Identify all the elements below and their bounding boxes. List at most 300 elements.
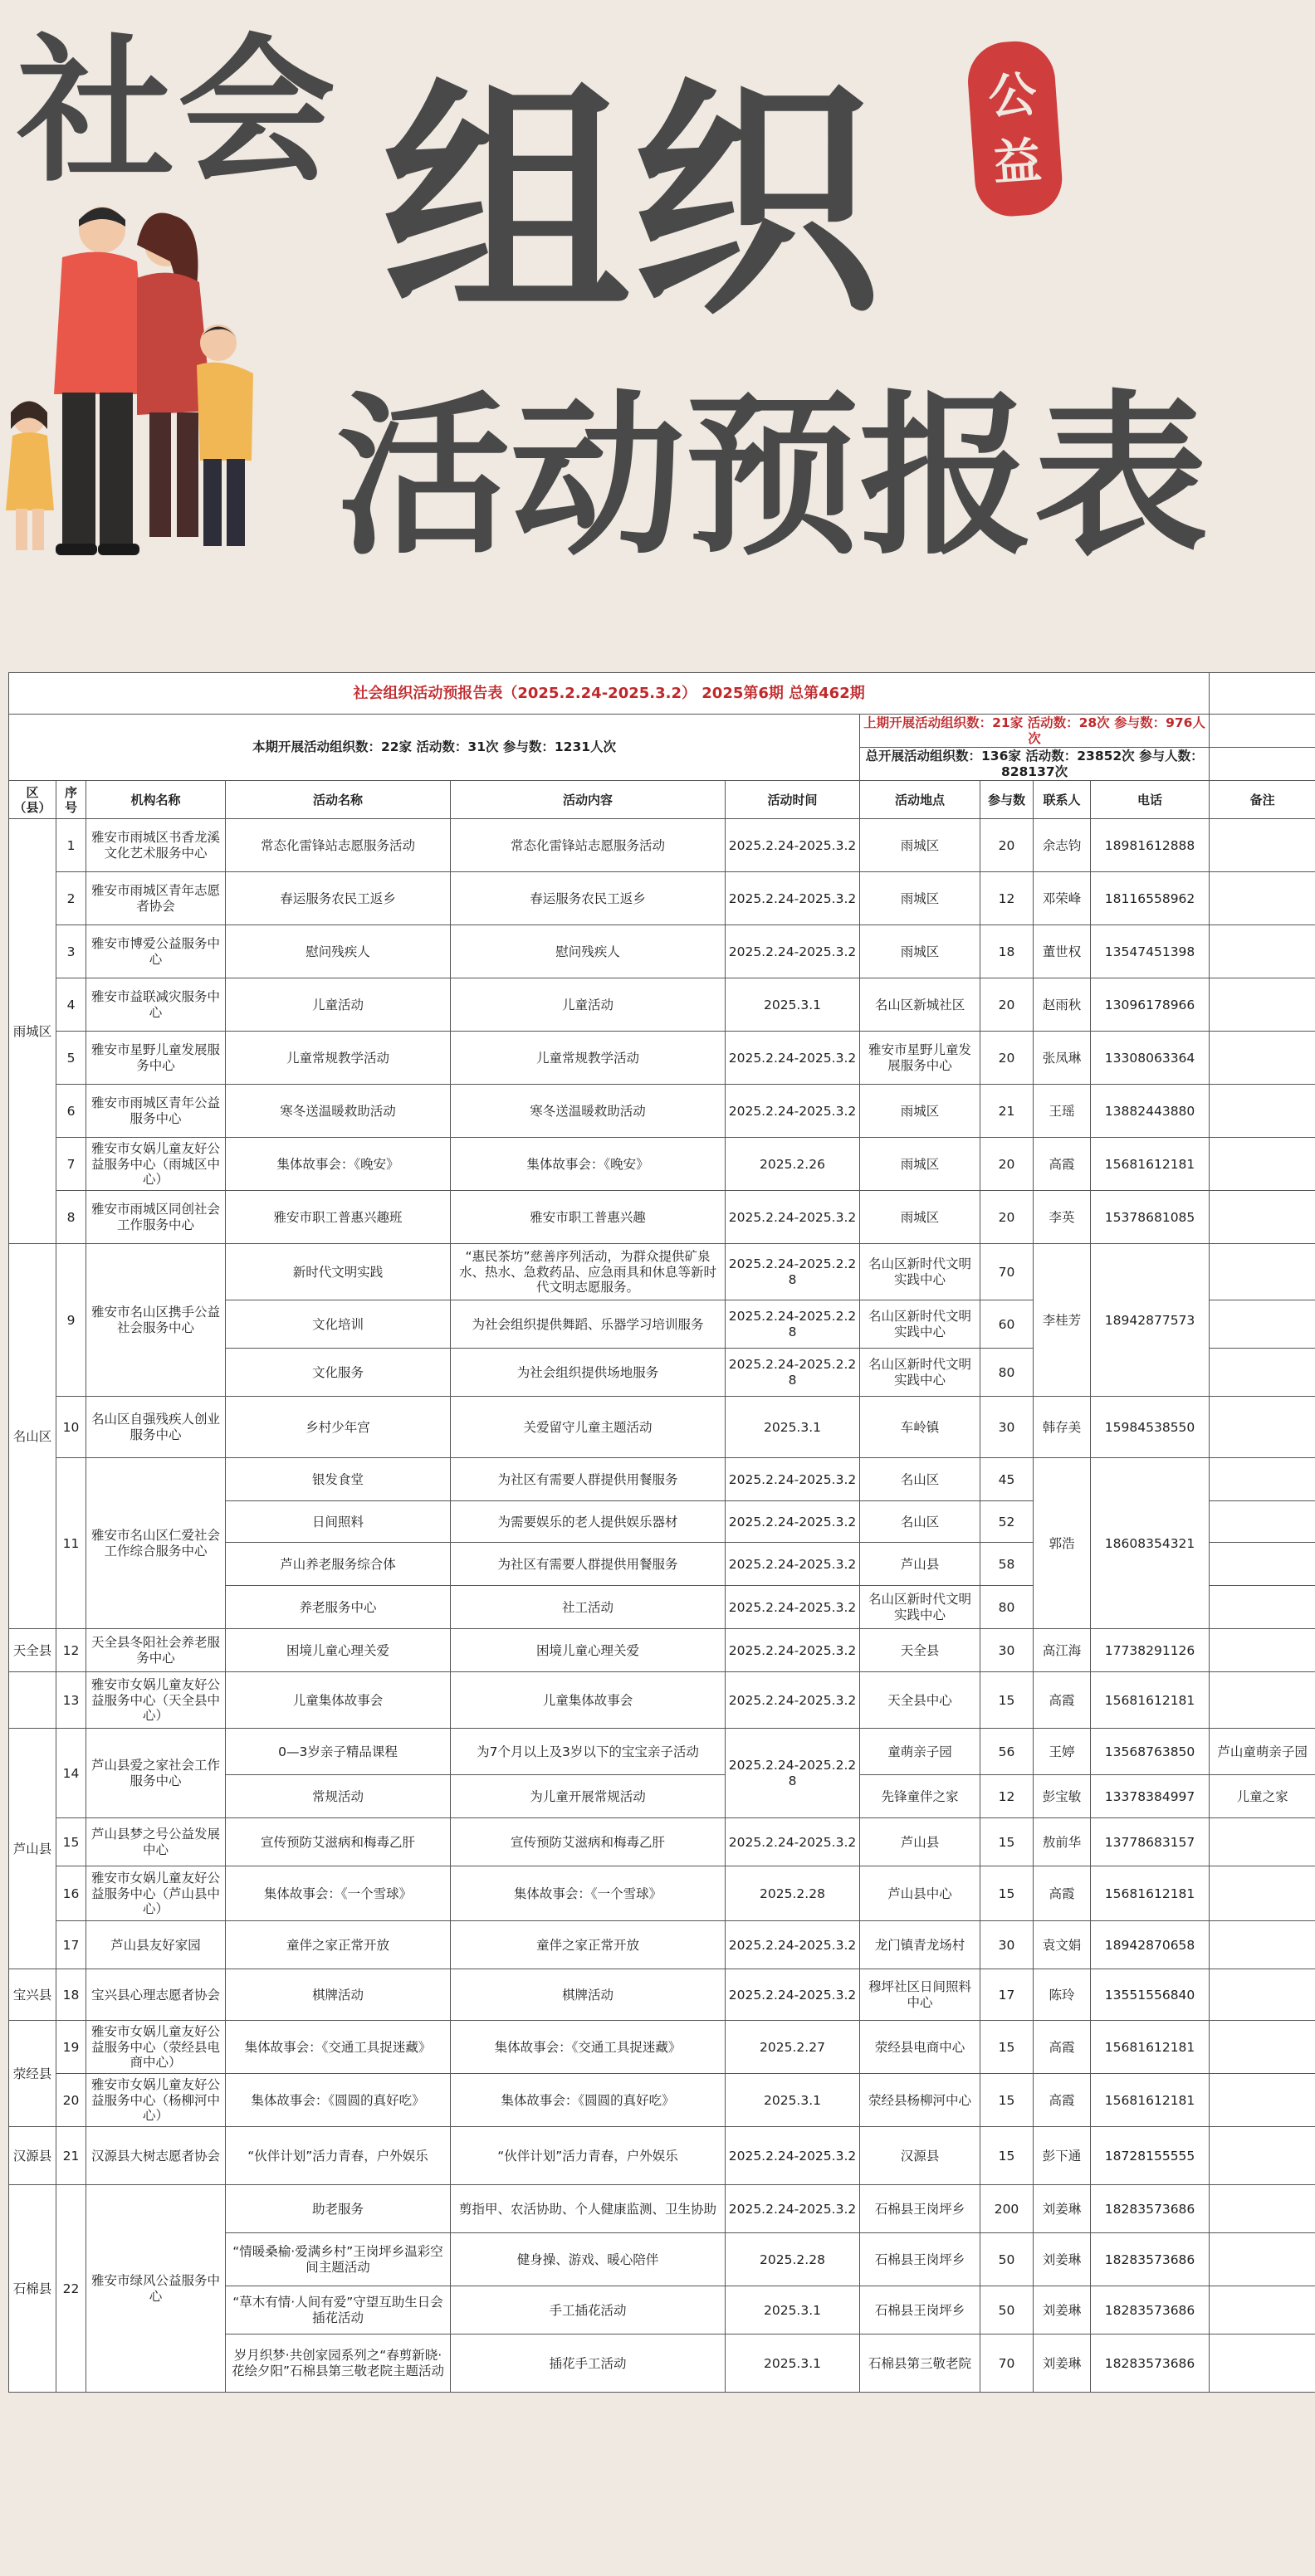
- remark-cell: [1210, 1085, 1315, 1138]
- count-cell: 15: [980, 1672, 1034, 1729]
- no-cell: 6: [56, 1085, 86, 1138]
- district-cell: 荥经县: [9, 2021, 56, 2127]
- org-cell: 雅安市益联减灾服务中心: [86, 978, 226, 1032]
- remark-cell: [1210, 1672, 1315, 1729]
- public-welfare-seal: [965, 39, 1064, 219]
- org-cell: 雅安市女娲儿童友好公益服务中心（天全县中心）: [86, 1672, 226, 1729]
- no-cell: 18: [56, 1969, 86, 2021]
- header-name: 活动名称: [226, 781, 451, 819]
- time-cell: 2025.2.24-2025.3.2: [726, 1458, 860, 1501]
- content-cell: “惠民茶坊”慈善序列活动，为群众提供矿泉水、热水、急救药品、应急雨具和休息等新时代文明志愿服务。: [451, 1244, 726, 1300]
- place-cell: 车岭镇: [860, 1397, 980, 1458]
- table-row: [9, 819, 1315, 872]
- contact-cell: 王瑶: [1034, 1085, 1091, 1138]
- family-illustration: [4, 195, 278, 568]
- remark-cell: [1210, 1300, 1315, 1349]
- content-cell: 手工插花活动: [451, 2286, 726, 2334]
- time-cell: 2025.2.24-2025.3.2: [726, 1921, 860, 1969]
- place-cell: 荥经县杨柳河中心: [860, 2074, 980, 2127]
- remark-cell: [1210, 925, 1315, 978]
- time-cell: 2025.2.24-2025.2.28: [726, 1729, 860, 1818]
- no-cell: 2: [56, 872, 86, 925]
- place-cell: 芦山县中心: [860, 1866, 980, 1921]
- remark-cell: [1210, 2074, 1315, 2127]
- district-cell: 宝兴县: [9, 1969, 56, 2021]
- org-cell: 芦山县爱之家社会工作服务中心: [86, 1729, 226, 1818]
- phone-cell: 13882443880: [1091, 1085, 1210, 1138]
- org-cell: 雅安市绿风公益服务中心: [86, 2185, 226, 2393]
- count-cell: 17: [980, 1969, 1034, 2021]
- time-cell: 2025.3.1: [726, 978, 860, 1032]
- contact-cell: 刘姜琳: [1034, 2286, 1091, 2334]
- count-cell: 60: [980, 1300, 1034, 1349]
- time-cell: 2025.2.24-2025.3.2: [726, 1629, 860, 1672]
- no-cell: 22: [56, 2185, 86, 2393]
- name-cell: 儿童活动: [226, 978, 451, 1032]
- name-cell: 宣传预防艾滋病和梅毒乙肝: [226, 1818, 451, 1866]
- activity-table-container: [8, 672, 1315, 2393]
- contact-cell: 高江海: [1034, 1629, 1091, 1672]
- phone-cell: 13778683157: [1091, 1818, 1210, 1866]
- count-cell: 20: [980, 978, 1034, 1032]
- place-cell: 雨城区: [860, 1085, 980, 1138]
- count-cell: 80: [980, 1586, 1034, 1629]
- place-cell: 穆坪社区日间照料中心: [860, 1969, 980, 2021]
- place-cell: 荥经县电商中心: [860, 2021, 980, 2074]
- remark-cell: [1210, 2286, 1315, 2334]
- count-cell: 50: [980, 2233, 1034, 2286]
- place-cell: 石棉县第三敬老院: [860, 2334, 980, 2393]
- time-cell: 2025.2.24-2025.3.2: [726, 2185, 860, 2233]
- count-cell: 20: [980, 1191, 1034, 1244]
- remark-cell: [1210, 1969, 1315, 2021]
- contact-cell: 刘姜琳: [1034, 2233, 1091, 2286]
- name-cell: 文化服务: [226, 1349, 451, 1397]
- title-social: 社会: [17, 20, 340, 203]
- place-cell: 芦山县: [860, 1818, 980, 1866]
- place-cell: 天全县中心: [860, 1672, 980, 1729]
- remark-cell: [1210, 1244, 1315, 1300]
- phone-cell: 13551556840: [1091, 1969, 1210, 2021]
- no-cell: 15: [56, 1818, 86, 1866]
- seal-char-2: 益: [990, 131, 1044, 192]
- table-row: [9, 1729, 1315, 1775]
- phone-cell: 18728155555: [1091, 2127, 1210, 2185]
- name-cell: 乡村少年宫: [226, 1397, 451, 1458]
- place-cell: 雨城区: [860, 1191, 980, 1244]
- count-cell: 70: [980, 1244, 1034, 1300]
- place-cell: 石棉县王岗坪乡: [860, 2286, 980, 2334]
- content-cell: 棋牌活动: [451, 1969, 726, 2021]
- count-cell: 15: [980, 2127, 1034, 2185]
- this-period-summary: 本期开展活动组织数：22家 活动数：31次 参与数：1231人次: [9, 715, 860, 781]
- name-cell: 集体故事会：《交通工具捉迷藏》: [226, 2021, 451, 2074]
- contact-cell: 张凤琳: [1034, 1032, 1091, 1085]
- table-row: [9, 2127, 1315, 2185]
- contact-cell: 邓荣峰: [1034, 872, 1091, 925]
- content-cell: 儿童活动: [451, 978, 726, 1032]
- place-cell: 雨城区: [860, 1138, 980, 1191]
- content-cell: 关爱留守儿童主题活动: [451, 1397, 726, 1458]
- time-cell: 2025.2.24-2025.3.2: [726, 872, 860, 925]
- place-cell: 雨城区: [860, 872, 980, 925]
- table-row: [9, 1138, 1315, 1191]
- count-cell: 52: [980, 1501, 1034, 1543]
- contact-cell: 陈玲: [1034, 1969, 1091, 2021]
- phone-cell: 15378681085: [1091, 1191, 1210, 1244]
- phone-cell: 18283573686: [1091, 2185, 1210, 2233]
- contact-cell: 敖前华: [1034, 1818, 1091, 1866]
- place-cell: 雅安市星野儿童发展服务中心: [860, 1032, 980, 1085]
- header-remark: 备注: [1210, 781, 1315, 819]
- name-cell: 日间照料: [226, 1501, 451, 1543]
- content-cell: 为社区有需要人群提供用餐服务: [451, 1543, 726, 1586]
- district-cell: 雨城区: [9, 819, 56, 1244]
- name-cell: 童伴之家正常开放: [226, 1921, 451, 1969]
- name-cell: 岁月织梦·共创家园系列之“春剪新晓·花绘夕阳”石棉县第三敬老院主题活动: [226, 2334, 451, 2393]
- count-cell: 200: [980, 2185, 1034, 2233]
- content-cell: 儿童常规教学活动: [451, 1032, 726, 1085]
- table-row: [9, 2074, 1315, 2127]
- table-row: [9, 1458, 1315, 1501]
- content-cell: 社工活动: [451, 1586, 726, 1629]
- org-cell: 雅安市名山区携手公益社会服务中心: [86, 1244, 226, 1397]
- remark-cell: [1210, 1458, 1315, 1501]
- count-cell: 30: [980, 1397, 1034, 1458]
- count-cell: 15: [980, 2074, 1034, 2127]
- header-count: 参与数: [980, 781, 1034, 819]
- org-cell: 雅安市星野儿童发展服务中心: [86, 1032, 226, 1085]
- count-cell: 30: [980, 1629, 1034, 1672]
- no-cell: 8: [56, 1191, 86, 1244]
- time-cell: 2025.2.24-2025.3.2: [726, 925, 860, 978]
- time-cell: 2025.2.24-2025.3.2: [726, 2127, 860, 2185]
- contact-cell: 李桂芳: [1034, 1244, 1091, 1397]
- last-period-summary: 上期开展活动组织数：21家 活动数：28次 参与数：976人次: [860, 715, 1210, 748]
- count-cell: 21: [980, 1085, 1034, 1138]
- remark-cell: 儿童之家: [1210, 1775, 1315, 1818]
- table-row: [9, 1921, 1315, 1969]
- phone-cell: 18116558962: [1091, 872, 1210, 925]
- org-cell: 雅安市女娲儿童友好公益服务中心（芦山县中心）: [86, 1866, 226, 1921]
- place-cell: 雨城区: [860, 925, 980, 978]
- content-cell: 儿童集体故事会: [451, 1672, 726, 1729]
- no-cell: 19: [56, 2021, 86, 2074]
- header-phone: 电话: [1091, 781, 1210, 819]
- contact-cell: 韩存美: [1034, 1397, 1091, 1458]
- phone-cell: 18283573686: [1091, 2233, 1210, 2286]
- poster-header: [0, 0, 1315, 664]
- activity-forecast-table: [8, 672, 1315, 2393]
- remark-cell: [1210, 1818, 1315, 1866]
- phone-cell: 15681612181: [1091, 2021, 1210, 2074]
- remark-cell: [1210, 1629, 1315, 1672]
- contact-cell: 高霞: [1034, 1866, 1091, 1921]
- contact-cell: 刘姜琳: [1034, 2334, 1091, 2393]
- name-cell: 助老服务: [226, 2185, 451, 2233]
- count-cell: 70: [980, 2334, 1034, 2393]
- no-cell: 7: [56, 1138, 86, 1191]
- place-cell: 雨城区: [860, 819, 980, 872]
- name-cell: 儿童集体故事会: [226, 1672, 451, 1729]
- name-cell: 集体故事会：《圆圆的真好吃》: [226, 2074, 451, 2127]
- count-cell: 12: [980, 1775, 1034, 1818]
- time-cell: 2025.2.24-2025.3.2: [726, 1085, 860, 1138]
- remark-cell: [1210, 819, 1315, 872]
- table-row: [9, 1244, 1315, 1300]
- content-cell: 春运服务农民工返乡: [451, 872, 726, 925]
- header-content: 活动内容: [451, 781, 726, 819]
- place-cell: 名山区: [860, 1458, 980, 1501]
- content-cell: 为社会组织提供舞蹈、乐器学习培训服务: [451, 1300, 726, 1349]
- content-cell: 集体故事会：《交通工具捉迷藏》: [451, 2021, 726, 2074]
- content-cell: 插花手工活动: [451, 2334, 726, 2393]
- table-row: [9, 2021, 1315, 2074]
- place-cell: 名山区新时代文明实践中心: [860, 1586, 980, 1629]
- contact-cell: 刘姜琳: [1034, 2185, 1091, 2233]
- org-cell: 名山区自强残疾人创业服务中心: [86, 1397, 226, 1458]
- header-district: 区（县）: [9, 781, 56, 819]
- content-cell: 集体故事会：《圆圆的真好吃》: [451, 2074, 726, 2127]
- contact-cell: 袁文娟: [1034, 1921, 1091, 1969]
- no-cell: 1: [56, 819, 86, 872]
- time-cell: 2025.3.1: [726, 1397, 860, 1458]
- count-cell: 20: [980, 1032, 1034, 1085]
- summary-empty-cell: [1210, 748, 1315, 781]
- remark-cell: [1210, 2127, 1315, 2185]
- remark-cell: [1210, 1397, 1315, 1458]
- place-cell: 龙门镇青龙场村: [860, 1921, 980, 1969]
- no-cell: 21: [56, 2127, 86, 2185]
- table-row: [9, 1866, 1315, 1921]
- time-cell: 2025.2.24-2025.3.2: [726, 1191, 860, 1244]
- remark-cell: [1210, 1349, 1315, 1397]
- count-cell: 18: [980, 925, 1034, 978]
- org-cell: 雅安市博爱公益服务中心: [86, 925, 226, 978]
- count-cell: 45: [980, 1458, 1034, 1501]
- content-cell: 为社区有需要人群提供用餐服务: [451, 1458, 726, 1501]
- remark-cell: [1210, 1586, 1315, 1629]
- contact-cell: 郭浩: [1034, 1458, 1091, 1629]
- remark-cell: [1210, 1138, 1315, 1191]
- time-cell: 2025.2.24-2025.3.2: [726, 1672, 860, 1729]
- content-cell: 困境儿童心理关爱: [451, 1629, 726, 1672]
- content-cell: 慰问残疾人: [451, 925, 726, 978]
- district-cell: 汉源县: [9, 2127, 56, 2185]
- org-cell: 雅安市女娲儿童友好公益服务中心（荥经县电商中心）: [86, 2021, 226, 2074]
- no-cell: 3: [56, 925, 86, 978]
- no-cell: 14: [56, 1729, 86, 1818]
- count-cell: 56: [980, 1729, 1034, 1775]
- district-cell: 名山区: [9, 1244, 56, 1629]
- count-cell: 80: [980, 1349, 1034, 1397]
- no-cell: 10: [56, 1397, 86, 1458]
- content-cell: “伙伴计划”活力青春，户外娱乐: [451, 2127, 726, 2185]
- content-cell: 雅安市职工普惠兴趣: [451, 1191, 726, 1244]
- phone-cell: 15681612181: [1091, 1672, 1210, 1729]
- name-cell: 春运服务农民工返乡: [226, 872, 451, 925]
- remark-cell: [1210, 978, 1315, 1032]
- name-cell: 常规活动: [226, 1775, 451, 1818]
- name-cell: “草木有情·人间有爱”守望互助生日会插花活动: [226, 2286, 451, 2334]
- phone-cell: 18283573686: [1091, 2286, 1210, 2334]
- org-cell: 雅安市雨城区青年志愿者协会: [86, 872, 226, 925]
- table-row: [9, 872, 1315, 925]
- header-no: 序号: [56, 781, 86, 819]
- district-cell-empty: [9, 1672, 56, 1729]
- content-cell: 为儿童开展常规活动: [451, 1775, 726, 1818]
- count-cell: 58: [980, 1543, 1034, 1586]
- summary-empty-cell: [1210, 715, 1315, 748]
- count-cell: 15: [980, 2021, 1034, 2074]
- header-place: 活动地点: [860, 781, 980, 819]
- header-contact: 联系人: [1034, 781, 1091, 819]
- seal-char-1: 公: [986, 66, 1039, 126]
- place-cell: 汉源县: [860, 2127, 980, 2185]
- remark-cell: [1210, 1191, 1315, 1244]
- time-cell: 2025.2.24-2025.3.2: [726, 1501, 860, 1543]
- content-cell: 常态化雷锋站志愿服务活动: [451, 819, 726, 872]
- table-row: [9, 1397, 1315, 1458]
- name-cell: 棋牌活动: [226, 1969, 451, 2021]
- name-cell: “伙伴计划”活力青春，户外娱乐: [226, 2127, 451, 2185]
- remark-cell: [1210, 2021, 1315, 2074]
- org-cell: 芦山县梦之号公益发展中心: [86, 1818, 226, 1866]
- name-cell: 集体故事会：《一个雪球》: [226, 1866, 451, 1921]
- org-cell: 雅安市雨城区青年公益服务中心: [86, 1085, 226, 1138]
- content-cell: 集体故事会：《晚安》: [451, 1138, 726, 1191]
- table-row: [9, 978, 1315, 1032]
- time-cell: 2025.2.24-2025.3.2: [726, 1032, 860, 1085]
- name-cell: 银发食堂: [226, 1458, 451, 1501]
- place-cell: 芦山县: [860, 1543, 980, 1586]
- title-organization: 组织: [382, 58, 880, 348]
- table-banner: 社会组织活动预报告表（2025.2.24-2025.3.2） 2025第6期 总第462期: [9, 673, 1210, 715]
- name-cell: 养老服务中心: [226, 1586, 451, 1629]
- content-cell: 剪指甲、农活协助、个人健康监测、卫生协助: [451, 2185, 726, 2233]
- place-cell: 石棉县王岗坪乡: [860, 2233, 980, 2286]
- name-cell: 芦山养老服务综合体: [226, 1543, 451, 1586]
- table-row: [9, 1085, 1315, 1138]
- banner-empty-cell: [1210, 673, 1315, 715]
- phone-cell: 18608354321: [1091, 1458, 1210, 1629]
- contact-cell: 董世权: [1034, 925, 1091, 978]
- contact-cell: 李英: [1034, 1191, 1091, 1244]
- district-cell: 天全县: [9, 1629, 56, 1672]
- contact-cell: 彭宝敏: [1034, 1775, 1091, 1818]
- time-cell: 2025.2.24-2025.3.2: [726, 1543, 860, 1586]
- org-cell: 芦山县友好家园: [86, 1921, 226, 1969]
- name-cell: 困境儿童心理关爱: [226, 1629, 451, 1672]
- place-cell: 天全县: [860, 1629, 980, 1672]
- phone-cell: 18283573686: [1091, 2334, 1210, 2393]
- phone-cell: 13096178966: [1091, 978, 1210, 1032]
- table-row: [9, 2185, 1315, 2233]
- place-cell: 名山区: [860, 1501, 980, 1543]
- phone-cell: 15681612181: [1091, 1866, 1210, 1921]
- time-cell: 2025.2.26: [726, 1138, 860, 1191]
- phone-cell: 18942870658: [1091, 1921, 1210, 1969]
- name-cell: 常态化雷锋站志愿服务活动: [226, 819, 451, 872]
- org-cell: 雅安市雨城区书香龙溪文化艺术服务中心: [86, 819, 226, 872]
- count-cell: 12: [980, 872, 1034, 925]
- table-row: [9, 1969, 1315, 2021]
- table-row: [9, 925, 1315, 978]
- time-cell: 2025.2.24-2025.3.2: [726, 819, 860, 872]
- phone-cell: 13378384997: [1091, 1775, 1210, 1818]
- place-cell: 名山区新城社区: [860, 978, 980, 1032]
- org-cell: 汉源县大树志愿者协会: [86, 2127, 226, 2185]
- time-cell: 2025.2.24-2025.2.28: [726, 1244, 860, 1300]
- name-cell: “情暖桑榆·爱满乡村”王岗坪乡温彩空间主题活动: [226, 2233, 451, 2286]
- name-cell: 儿童常规教学活动: [226, 1032, 451, 1085]
- phone-cell: 13568763850: [1091, 1729, 1210, 1775]
- contact-cell: 余志钧: [1034, 819, 1091, 872]
- time-cell: 2025.2.27: [726, 2021, 860, 2074]
- remark-cell: [1210, 1543, 1315, 1586]
- org-cell: 雅安市女娲儿童友好公益服务中心（雨城区中心）: [86, 1138, 226, 1191]
- no-cell: 20: [56, 2074, 86, 2127]
- content-cell: 宣传预防艾滋病和梅毒乙肝: [451, 1818, 726, 1866]
- remark-cell: 芦山童萌亲子园: [1210, 1729, 1315, 1775]
- name-cell: 慰问残疾人: [226, 925, 451, 978]
- table-row: [9, 1032, 1315, 1085]
- phone-cell: 15681612181: [1091, 2074, 1210, 2127]
- name-cell: 寒冬送温暖救助活动: [226, 1085, 451, 1138]
- remark-cell: [1210, 872, 1315, 925]
- name-cell: 0—3岁亲子精品课程: [226, 1729, 451, 1775]
- no-cell: 11: [56, 1458, 86, 1629]
- content-cell: 为社会组织提供场地服务: [451, 1349, 726, 1397]
- count-cell: 20: [980, 819, 1034, 872]
- place-cell: 先锋童伴之家: [860, 1775, 980, 1818]
- org-cell: 宝兴县心理志愿者协会: [86, 1969, 226, 2021]
- remark-cell: [1210, 1866, 1315, 1921]
- content-cell: 为需要娱乐的老人提供娱乐器材: [451, 1501, 726, 1543]
- remark-cell: [1210, 1921, 1315, 1969]
- no-cell: 9: [56, 1244, 86, 1397]
- no-cell: 12: [56, 1629, 86, 1672]
- name-cell: 文化培训: [226, 1300, 451, 1349]
- phone-cell: 13547451398: [1091, 925, 1210, 978]
- place-cell: 石棉县王岗坪乡: [860, 2185, 980, 2233]
- table-row: [9, 1191, 1315, 1244]
- remark-cell: [1210, 2185, 1315, 2233]
- header-time: 活动时间: [726, 781, 860, 819]
- contact-cell: 高霞: [1034, 2021, 1091, 2074]
- content-cell: 健身操、游戏、暖心陪伴: [451, 2233, 726, 2286]
- place-cell: 名山区新时代文明实践中心: [860, 1300, 980, 1349]
- content-cell: 集体故事会：《一个雪球》: [451, 1866, 726, 1921]
- name-cell: 新时代文明实践: [226, 1244, 451, 1300]
- org-cell: 雅安市名山区仁爱社会工作综合服务中心: [86, 1458, 226, 1629]
- name-cell: 集体故事会：《晚安》: [226, 1138, 451, 1191]
- total-summary: 总开展活动组织数：136家 活动数：23852次 参与人数：828137次: [860, 748, 1210, 781]
- place-cell: 名山区新时代文明实践中心: [860, 1244, 980, 1300]
- phone-cell: 13308063364: [1091, 1032, 1210, 1085]
- phone-cell: 18981612888: [1091, 819, 1210, 872]
- phone-cell: 17738291126: [1091, 1629, 1210, 1672]
- time-cell: 2025.3.1: [726, 2074, 860, 2127]
- remark-cell: [1210, 1501, 1315, 1543]
- place-cell: 名山区新时代文明实践中心: [860, 1349, 980, 1397]
- district-cell: 石棉县: [9, 2185, 56, 2393]
- header-org: 机构名称: [86, 781, 226, 819]
- time-cell: 2025.2.24-2025.2.28: [726, 1300, 860, 1349]
- no-cell: 17: [56, 1921, 86, 1969]
- content-cell: 寒冬送温暖救助活动: [451, 1085, 726, 1138]
- contact-cell: 赵雨秋: [1034, 978, 1091, 1032]
